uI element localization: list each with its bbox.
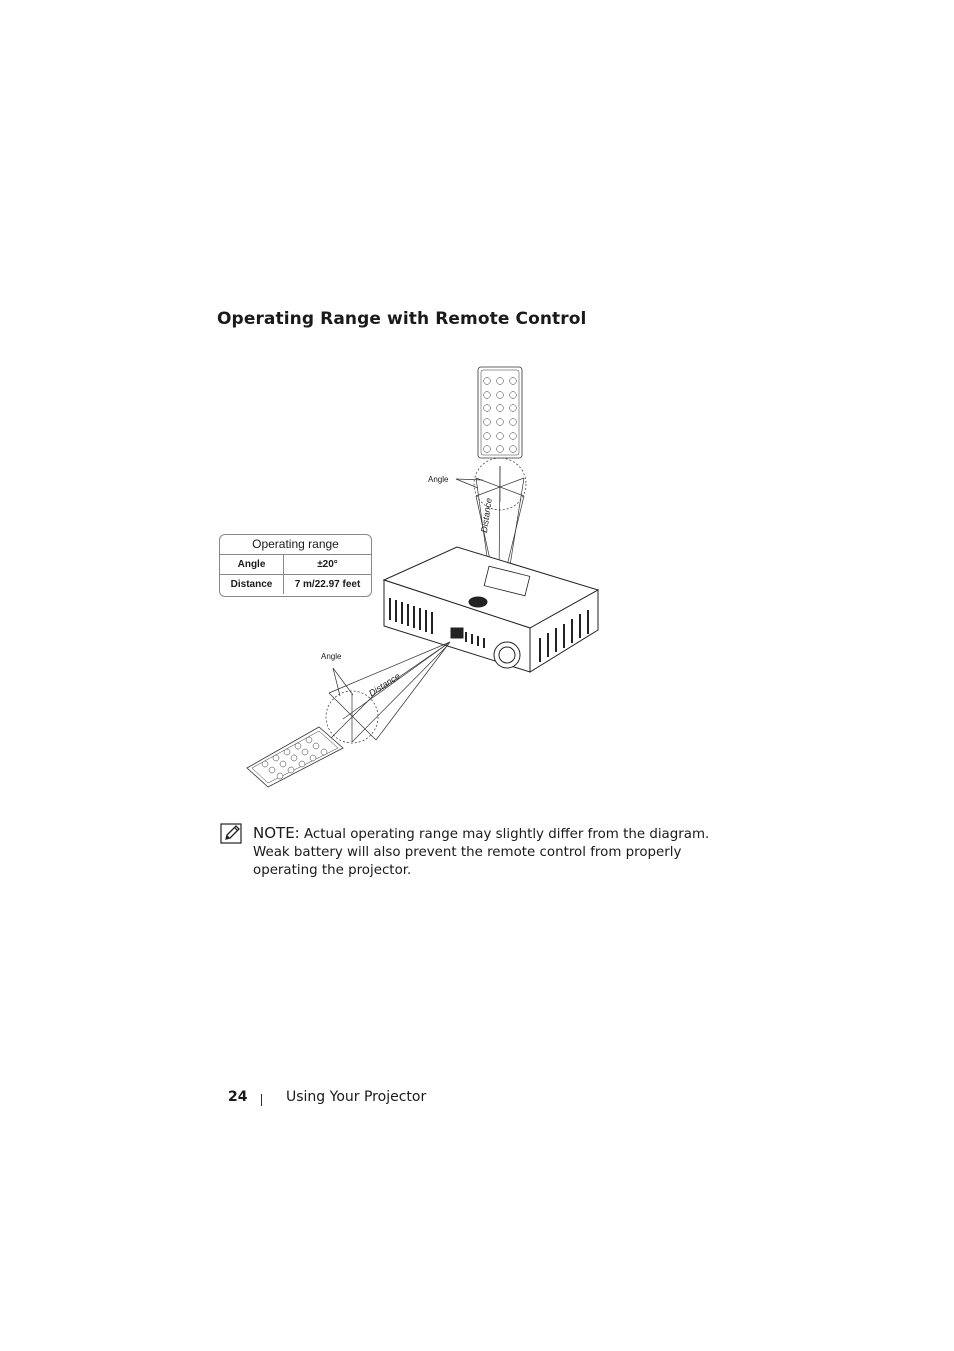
note-text: Actual operating range may slightly differ from the diagram. Weak battery will also prevent the remote control from properly operating the projector. [253,827,710,878]
row-value: 7 m/22.97 feet [294,579,361,590]
table-header: Operating range [220,535,371,555]
section-title: Operating Range with Remote Control [217,309,587,329]
projector [384,547,598,672]
row-label: Angle [220,555,284,574]
top-distance-label: Distance [479,497,494,534]
operating-range-table [219,534,372,597]
table-row [220,555,371,574]
bottom-remote-control [247,727,343,787]
page-number: 24 [228,1089,248,1105]
footer-divider [261,1094,262,1106]
pencil-note-icon [220,822,242,844]
bottom-angle-label: Angle [321,652,342,661]
bottom-range-cone [326,642,450,743]
note-paragraph [253,824,713,880]
note-label: NOTE: [253,824,300,842]
table-row [220,574,371,594]
bottom-distance-label: Distance [367,670,402,699]
row-label: Distance [220,575,284,594]
footer-chapter-title: Using Your Projector [286,1089,427,1105]
row-value: ±20° [317,559,338,570]
top-angle-label: Angle [428,475,449,484]
top-remote-control [478,367,522,458]
